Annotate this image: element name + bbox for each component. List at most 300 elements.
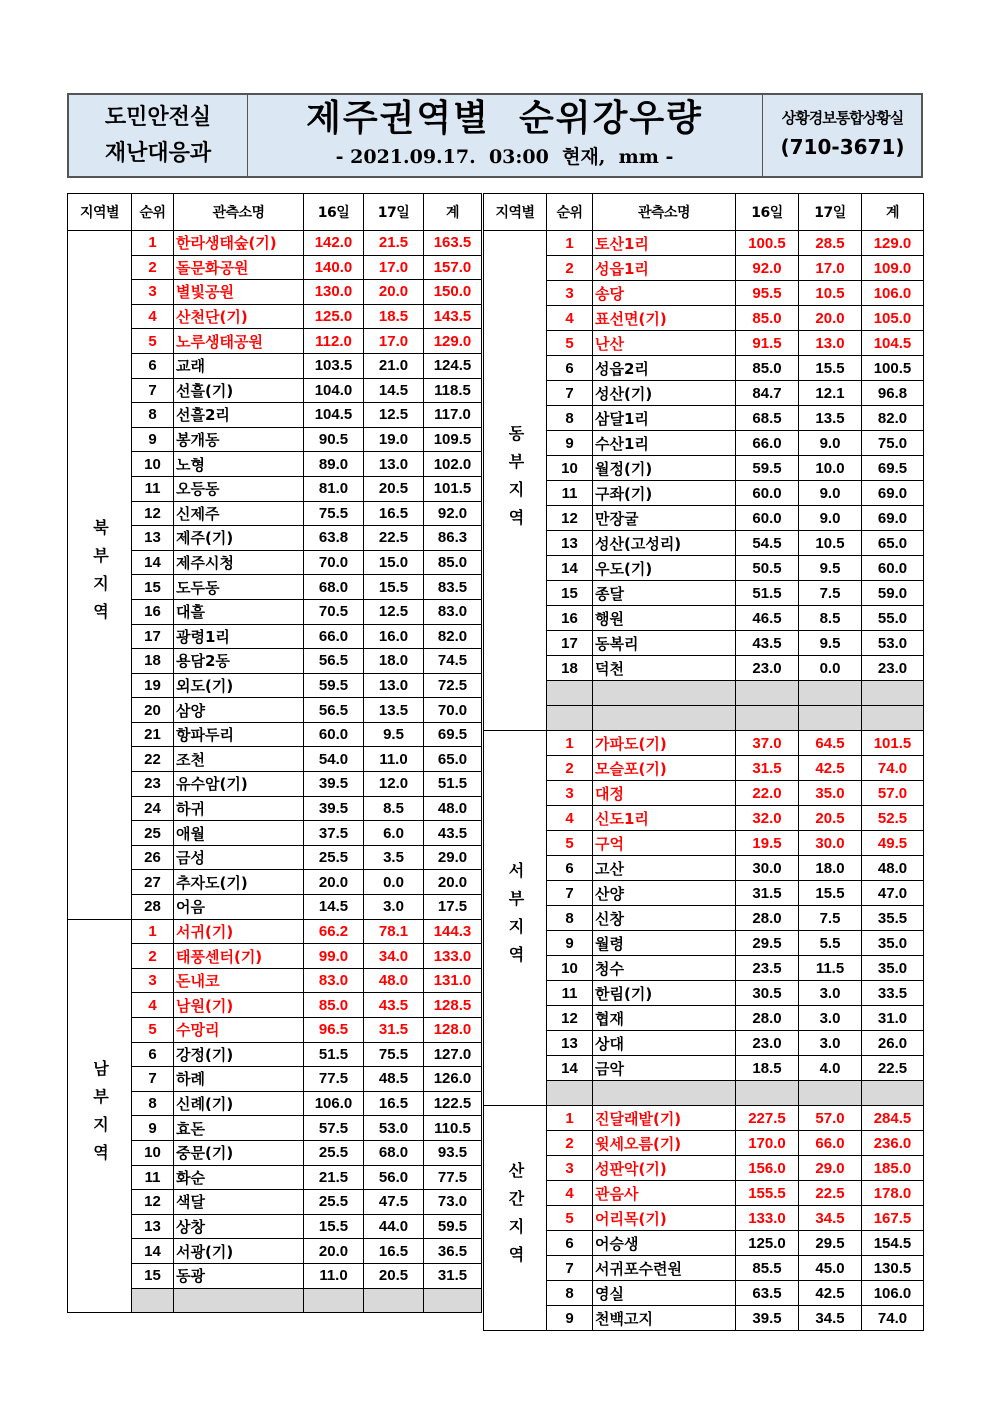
- day17-rainfall-cell: 45.0: [799, 1256, 862, 1281]
- table-row: [484, 1231, 924, 1256]
- total-rainfall-cell: 178.0: [862, 1181, 924, 1206]
- day17-rainfall-cell: 18.5: [364, 304, 424, 329]
- total-rainfall-cell: 143.5: [424, 304, 482, 329]
- title-block: [247, 95, 762, 176]
- station-name-cell: 어리목(기): [593, 1206, 736, 1231]
- station-name-cell: 광령1리: [174, 624, 304, 649]
- rank-cell: 12: [132, 1190, 174, 1215]
- total-rainfall-cell: 69.0: [862, 506, 924, 531]
- station-name-cell: 태풍센터(기): [174, 944, 304, 969]
- station-name-cell: 어승생: [593, 1231, 736, 1256]
- rank-cell: 10: [132, 452, 174, 477]
- day17-rainfall-cell: 47.5: [364, 1190, 424, 1215]
- table-row: [484, 806, 924, 831]
- rainfall-table-left: [67, 193, 482, 1313]
- total-rainfall-cell: 75.0: [862, 431, 924, 456]
- rank-cell: 8: [547, 406, 593, 431]
- rank-cell: 2: [547, 1131, 593, 1156]
- rank-cell: 5: [547, 831, 593, 856]
- station-name-cell: 남원(기): [174, 993, 304, 1018]
- day16-rainfall-cell: 30.0: [736, 856, 799, 881]
- day17-rainfall-cell: 53.0: [364, 1116, 424, 1141]
- day16-rainfall-cell: 227.5: [736, 1106, 799, 1131]
- station-name-cell: 성판악(기): [593, 1156, 736, 1181]
- rank-cell: 2: [547, 756, 593, 781]
- day16-rainfall-cell: 51.5: [736, 581, 799, 606]
- day16-rainfall-cell: 112.0: [304, 329, 364, 354]
- station-name-cell: 산천단(기): [174, 304, 304, 329]
- rank-cell: 16: [547, 606, 593, 631]
- region-label: 산간지역: [506, 1162, 525, 1274]
- day17-rainfall-cell: 34.0: [364, 944, 424, 969]
- total-rainfall-cell: 36.5: [424, 1239, 482, 1264]
- rank-cell: 14: [132, 1239, 174, 1264]
- day17-rainfall-cell: 68.0: [364, 1140, 424, 1165]
- region-label: 서부지역: [506, 862, 525, 974]
- station-name-cell: 행원: [593, 606, 736, 631]
- total-rainfall-cell: 82.0: [862, 406, 924, 431]
- table-row: [484, 731, 924, 756]
- empty-cell: [862, 681, 924, 706]
- table-row: [484, 256, 924, 281]
- table-row: [484, 1031, 924, 1056]
- station-name-cell: 고산: [593, 856, 736, 881]
- day17-rainfall-cell: 20.0: [799, 306, 862, 331]
- station-name-cell: 가파도(기): [593, 731, 736, 756]
- station-name-cell: 별빛공원: [174, 280, 304, 305]
- day17-rainfall-cell: 15.0: [364, 550, 424, 575]
- station-name-cell: 동광: [174, 1263, 304, 1288]
- rank-cell: 9: [547, 1306, 593, 1331]
- day17-rainfall-cell: 20.5: [799, 806, 862, 831]
- rank-cell: 18: [547, 656, 593, 681]
- day16-rainfall-cell: 23.5: [736, 956, 799, 981]
- station-name-cell: 덕천: [593, 656, 736, 681]
- day16-rainfall-cell: 142.0: [304, 231, 364, 256]
- day16-rainfall-cell: 54.5: [736, 531, 799, 556]
- day16-rainfall-cell: 95.5: [736, 281, 799, 306]
- day17-rainfall-cell: 20.5: [364, 1263, 424, 1288]
- day16-rainfall-cell: 32.0: [736, 806, 799, 831]
- rank-cell: 15: [132, 575, 174, 600]
- rank-cell: 2: [132, 255, 174, 280]
- total-rainfall-cell: 35.0: [862, 956, 924, 981]
- day16-rainfall-cell: 18.5: [736, 1056, 799, 1081]
- total-rainfall-cell: 48.0: [424, 796, 482, 821]
- station-name-cell: 영실: [593, 1281, 736, 1306]
- day16-rainfall-cell: 81.0: [304, 476, 364, 501]
- day16-rainfall-cell: 125.0: [736, 1231, 799, 1256]
- total-rainfall-cell: 74.0: [862, 756, 924, 781]
- total-rainfall-cell: 47.0: [862, 881, 924, 906]
- total-rainfall-cell: 65.0: [862, 531, 924, 556]
- rank-cell: 16: [132, 599, 174, 624]
- station-name-cell: 신제주: [174, 501, 304, 526]
- station-name-cell: 도두동: [174, 575, 304, 600]
- day16-rainfall-cell: 85.0: [304, 993, 364, 1018]
- day17-rainfall-cell: 3.0: [799, 1006, 862, 1031]
- total-rainfall-cell: 118.5: [424, 378, 482, 403]
- day16-rainfall-cell: 77.5: [304, 1067, 364, 1092]
- rank-cell: 13: [547, 1031, 593, 1056]
- station-name-cell: 한림(기): [593, 981, 736, 1006]
- day16-rainfall-cell: 19.5: [736, 831, 799, 856]
- rank-cell: 25: [132, 821, 174, 846]
- rank-cell: 8: [547, 1281, 593, 1306]
- day16-rainfall-cell: 43.5: [736, 631, 799, 656]
- day17-rainfall-cell: 14.5: [364, 378, 424, 403]
- day16-rainfall-cell: 57.5: [304, 1116, 364, 1141]
- station-name-cell: 금악: [593, 1056, 736, 1081]
- rank-cell: 11: [547, 481, 593, 506]
- rank-cell: 14: [547, 1056, 593, 1081]
- day17-rainfall-cell: 30.0: [799, 831, 862, 856]
- table-header-row: [68, 194, 482, 231]
- rank-cell: 14: [547, 556, 593, 581]
- station-name-cell: 월령: [593, 931, 736, 956]
- day16-rainfall-cell: 11.0: [304, 1263, 364, 1288]
- day17-rainfall-cell: 3.5: [364, 845, 424, 870]
- total-rainfall-cell: 150.0: [424, 280, 482, 305]
- contact-office: 상황경보통합상황실: [781, 109, 904, 127]
- rank-cell: 13: [132, 526, 174, 551]
- day16-rainfall-cell: 100.5: [736, 231, 799, 256]
- station-name-cell: 신도1리: [593, 806, 736, 831]
- station-name-cell: 추자도(기): [174, 870, 304, 895]
- station-name-cell: 송당: [593, 281, 736, 306]
- table-row: [484, 656, 924, 681]
- empty-row: [484, 706, 924, 731]
- total-rainfall-cell: 70.0: [424, 698, 482, 723]
- day16-rainfall-cell: 84.7: [736, 381, 799, 406]
- day17-rainfall-cell: 12.5: [364, 403, 424, 428]
- total-rainfall-cell: 167.5: [862, 1206, 924, 1231]
- column-header-station: 관측소명: [593, 194, 736, 231]
- rank-cell: 23: [132, 772, 174, 797]
- day17-rainfall-cell: 16.5: [364, 1239, 424, 1264]
- total-rainfall-cell: 92.0: [424, 501, 482, 526]
- day16-rainfall-cell: 25.5: [304, 1190, 364, 1215]
- day16-rainfall-cell: 96.5: [304, 1018, 364, 1043]
- day16-rainfall-cell: 75.5: [304, 501, 364, 526]
- rank-cell: 7: [547, 1256, 593, 1281]
- rank-cell: 3: [547, 781, 593, 806]
- total-rainfall-cell: 133.0: [424, 944, 482, 969]
- day16-rainfall-cell: 37.5: [304, 821, 364, 846]
- rank-cell: 1: [132, 231, 174, 256]
- rank-cell: 9: [547, 931, 593, 956]
- day16-rainfall-cell: 103.5: [304, 353, 364, 378]
- table-row: [68, 231, 482, 256]
- station-name-cell: 대흘: [174, 599, 304, 624]
- table-row: [484, 581, 924, 606]
- department-line-2: 재난대응과: [104, 141, 212, 166]
- day16-rainfall-cell: 104.5: [304, 403, 364, 428]
- total-rainfall-cell: 163.5: [424, 231, 482, 256]
- table-row: [484, 481, 924, 506]
- day17-rainfall-cell: 29.5: [799, 1231, 862, 1256]
- region-cell: [484, 731, 547, 1106]
- empty-cell: [736, 1081, 799, 1106]
- rank-cell: 5: [547, 1206, 593, 1231]
- total-rainfall-cell: 128.0: [424, 1018, 482, 1043]
- station-name-cell: 하례: [174, 1067, 304, 1092]
- day16-rainfall-cell: 85.5: [736, 1256, 799, 1281]
- empty-cell: [799, 706, 862, 731]
- rank-cell: 7: [132, 1067, 174, 1092]
- day17-rainfall-cell: 28.5: [799, 231, 862, 256]
- station-name-cell: 관음사: [593, 1181, 736, 1206]
- day17-rainfall-cell: 4.0: [799, 1056, 862, 1081]
- table-row: [484, 456, 924, 481]
- rank-cell: 13: [547, 531, 593, 556]
- table-row: [484, 1281, 924, 1306]
- region-label: 동부지역: [506, 424, 525, 537]
- day17-rainfall-cell: 8.5: [799, 606, 862, 631]
- column-header-day17: 17일: [364, 194, 424, 231]
- total-rainfall-cell: 74.5: [424, 649, 482, 674]
- station-name-cell: 강정(기): [174, 1042, 304, 1067]
- day17-rainfall-cell: 19.0: [364, 427, 424, 452]
- day16-rainfall-cell: 133.0: [736, 1206, 799, 1231]
- total-rainfall-cell: 43.5: [424, 821, 482, 846]
- day16-rainfall-cell: 125.0: [304, 304, 364, 329]
- table-row: [484, 231, 924, 256]
- day16-rainfall-cell: 15.5: [304, 1214, 364, 1239]
- day16-rainfall-cell: 140.0: [304, 255, 364, 280]
- rank-cell: 12: [547, 1006, 593, 1031]
- table-row: [484, 1131, 924, 1156]
- total-rainfall-cell: 101.5: [862, 731, 924, 756]
- column-header-region: 지역별: [68, 194, 132, 231]
- day16-rainfall-cell: 56.5: [304, 649, 364, 674]
- empty-cell: [547, 706, 593, 731]
- station-name-cell: 수망리: [174, 1018, 304, 1043]
- empty-cell: [132, 1288, 174, 1313]
- total-rainfall-cell: 69.5: [424, 722, 482, 747]
- day16-rainfall-cell: 56.5: [304, 698, 364, 723]
- day17-rainfall-cell: 31.5: [364, 1018, 424, 1043]
- station-name-cell: 하귀: [174, 796, 304, 821]
- rank-cell: 15: [547, 581, 593, 606]
- rank-cell: 4: [547, 306, 593, 331]
- station-name-cell: 우도(기): [593, 556, 736, 581]
- rank-cell: 10: [132, 1140, 174, 1165]
- day17-rainfall-cell: 13.0: [799, 331, 862, 356]
- day17-rainfall-cell: 66.0: [799, 1131, 862, 1156]
- station-name-cell: 윗세오름(기): [593, 1131, 736, 1156]
- total-rainfall-cell: 35.0: [862, 931, 924, 956]
- day16-rainfall-cell: 68.0: [304, 575, 364, 600]
- station-name-cell: 신례(기): [174, 1091, 304, 1116]
- table-row: [484, 831, 924, 856]
- total-rainfall-cell: 104.5: [862, 331, 924, 356]
- rank-cell: 1: [547, 1106, 593, 1131]
- day17-rainfall-cell: 9.5: [364, 722, 424, 747]
- rank-cell: 7: [547, 381, 593, 406]
- total-rainfall-cell: 117.0: [424, 403, 482, 428]
- rank-cell: 22: [132, 747, 174, 772]
- station-name-cell: 대정: [593, 781, 736, 806]
- total-rainfall-cell: 106.0: [862, 281, 924, 306]
- day17-rainfall-cell: 16.0: [364, 624, 424, 649]
- rank-cell: 11: [132, 1165, 174, 1190]
- station-name-cell: 성산(고성리): [593, 531, 736, 556]
- rank-cell: 6: [547, 856, 593, 881]
- table-row: [484, 531, 924, 556]
- table-row: [484, 881, 924, 906]
- station-name-cell: 상대: [593, 1031, 736, 1056]
- total-rainfall-cell: 100.5: [862, 356, 924, 381]
- total-rainfall-cell: 49.5: [862, 831, 924, 856]
- region-cell: [484, 231, 547, 731]
- rank-cell: 9: [132, 427, 174, 452]
- total-rainfall-cell: 236.0: [862, 1131, 924, 1156]
- station-name-cell: 제주시청: [174, 550, 304, 575]
- table-row: [484, 506, 924, 531]
- rank-cell: 4: [132, 304, 174, 329]
- day16-rainfall-cell: 60.0: [736, 506, 799, 531]
- total-rainfall-cell: 86.3: [424, 526, 482, 551]
- rank-cell: 6: [547, 1231, 593, 1256]
- day17-rainfall-cell: 10.5: [799, 281, 862, 306]
- station-name-cell: 표선면(기): [593, 306, 736, 331]
- rank-cell: 4: [547, 1181, 593, 1206]
- empty-cell: [862, 1081, 924, 1106]
- total-rainfall-cell: 20.0: [424, 870, 482, 895]
- day17-rainfall-cell: 34.5: [799, 1206, 862, 1231]
- total-rainfall-cell: 126.0: [424, 1067, 482, 1092]
- total-rainfall-cell: 72.5: [424, 673, 482, 698]
- day16-rainfall-cell: 104.0: [304, 378, 364, 403]
- day16-rainfall-cell: 60.0: [304, 722, 364, 747]
- station-name-cell: 선흘2리: [174, 403, 304, 428]
- region-label: 북부지역: [90, 518, 110, 631]
- total-rainfall-cell: 130.5: [862, 1256, 924, 1281]
- total-rainfall-cell: 65.0: [424, 747, 482, 772]
- day16-rainfall-cell: 59.5: [304, 673, 364, 698]
- station-name-cell: 구좌(기): [593, 481, 736, 506]
- day16-rainfall-cell: 20.0: [304, 870, 364, 895]
- table-row: [484, 931, 924, 956]
- total-rainfall-cell: 33.5: [862, 981, 924, 1006]
- rank-cell: 17: [132, 624, 174, 649]
- day16-rainfall-cell: 83.0: [304, 968, 364, 993]
- empty-cell: [593, 706, 736, 731]
- station-name-cell: 만장굴: [593, 506, 736, 531]
- column-header-region: 지역별: [484, 194, 547, 231]
- rank-cell: 26: [132, 845, 174, 870]
- total-rainfall-cell: 96.8: [862, 381, 924, 406]
- rank-cell: 3: [132, 280, 174, 305]
- total-rainfall-cell: 74.0: [862, 1306, 924, 1331]
- total-rainfall-cell: 131.0: [424, 968, 482, 993]
- day16-rainfall-cell: 92.0: [736, 256, 799, 281]
- total-rainfall-cell: 77.5: [424, 1165, 482, 1190]
- day16-rainfall-cell: 66.0: [736, 431, 799, 456]
- day17-rainfall-cell: 13.5: [799, 406, 862, 431]
- station-name-cell: 협재: [593, 1006, 736, 1031]
- day17-rainfall-cell: 42.5: [799, 756, 862, 781]
- day17-rainfall-cell: 21.0: [364, 353, 424, 378]
- day16-rainfall-cell: 70.0: [304, 550, 364, 575]
- rank-cell: 6: [132, 1042, 174, 1067]
- empty-cell: [799, 1081, 862, 1106]
- day17-rainfall-cell: 42.5: [799, 1281, 862, 1306]
- day17-rainfall-cell: 78.1: [364, 919, 424, 944]
- table-row: [484, 556, 924, 581]
- day16-rainfall-cell: 155.5: [736, 1181, 799, 1206]
- table-row: [484, 1106, 924, 1131]
- day17-rainfall-cell: 57.0: [799, 1106, 862, 1131]
- contact-block: [762, 95, 922, 176]
- day17-rainfall-cell: 17.0: [364, 255, 424, 280]
- rank-cell: 7: [547, 881, 593, 906]
- table-row: [484, 631, 924, 656]
- day17-rainfall-cell: 7.5: [799, 906, 862, 931]
- day16-rainfall-cell: 20.0: [304, 1239, 364, 1264]
- rank-cell: 3: [547, 1156, 593, 1181]
- table-row: [484, 1056, 924, 1081]
- day16-rainfall-cell: 29.5: [736, 931, 799, 956]
- total-rainfall-cell: 128.5: [424, 993, 482, 1018]
- day16-rainfall-cell: 89.0: [304, 452, 364, 477]
- day17-rainfall-cell: 18.0: [799, 856, 862, 881]
- total-rainfall-cell: 105.0: [862, 306, 924, 331]
- day17-rainfall-cell: 5.5: [799, 931, 862, 956]
- station-name-cell: 삼양: [174, 698, 304, 723]
- rank-cell: 6: [132, 353, 174, 378]
- rank-cell: 12: [547, 506, 593, 531]
- empty-cell: [736, 681, 799, 706]
- day17-rainfall-cell: 9.5: [799, 631, 862, 656]
- table-row: [484, 1156, 924, 1181]
- rank-cell: 2: [132, 944, 174, 969]
- day16-rainfall-cell: 156.0: [736, 1156, 799, 1181]
- day16-rainfall-cell: 23.0: [736, 1031, 799, 1056]
- report-header: [67, 93, 923, 178]
- rank-cell: 11: [132, 476, 174, 501]
- table-row: [484, 1306, 924, 1331]
- day16-rainfall-cell: 99.0: [304, 944, 364, 969]
- day16-rainfall-cell: 28.0: [736, 906, 799, 931]
- region-cell: [68, 919, 132, 1313]
- station-name-cell: 화순: [174, 1165, 304, 1190]
- column-header-rank: 순위: [132, 194, 174, 231]
- total-rainfall-cell: 110.5: [424, 1116, 482, 1141]
- station-name-cell: 노루생태공원: [174, 329, 304, 354]
- day17-rainfall-cell: 29.0: [799, 1156, 862, 1181]
- total-rainfall-cell: 59.5: [424, 1214, 482, 1239]
- day17-rainfall-cell: 15.5: [364, 575, 424, 600]
- day17-rainfall-cell: 43.5: [364, 993, 424, 1018]
- station-name-cell: 항파두리: [174, 722, 304, 747]
- total-rainfall-cell: 31.5: [424, 1263, 482, 1288]
- day16-rainfall-cell: 68.5: [736, 406, 799, 431]
- total-rainfall-cell: 129.0: [424, 329, 482, 354]
- station-name-cell: 용담2동: [174, 649, 304, 674]
- day17-rainfall-cell: 11.0: [364, 747, 424, 772]
- empty-row: [484, 681, 924, 706]
- station-name-cell: 월정(기): [593, 456, 736, 481]
- station-name-cell: 청수: [593, 956, 736, 981]
- day16-rainfall-cell: 60.0: [736, 481, 799, 506]
- station-name-cell: 성읍1리: [593, 256, 736, 281]
- day17-rainfall-cell: 21.5: [364, 231, 424, 256]
- empty-cell: [593, 1081, 736, 1106]
- empty-cell: [174, 1288, 304, 1313]
- rank-cell: 10: [547, 956, 593, 981]
